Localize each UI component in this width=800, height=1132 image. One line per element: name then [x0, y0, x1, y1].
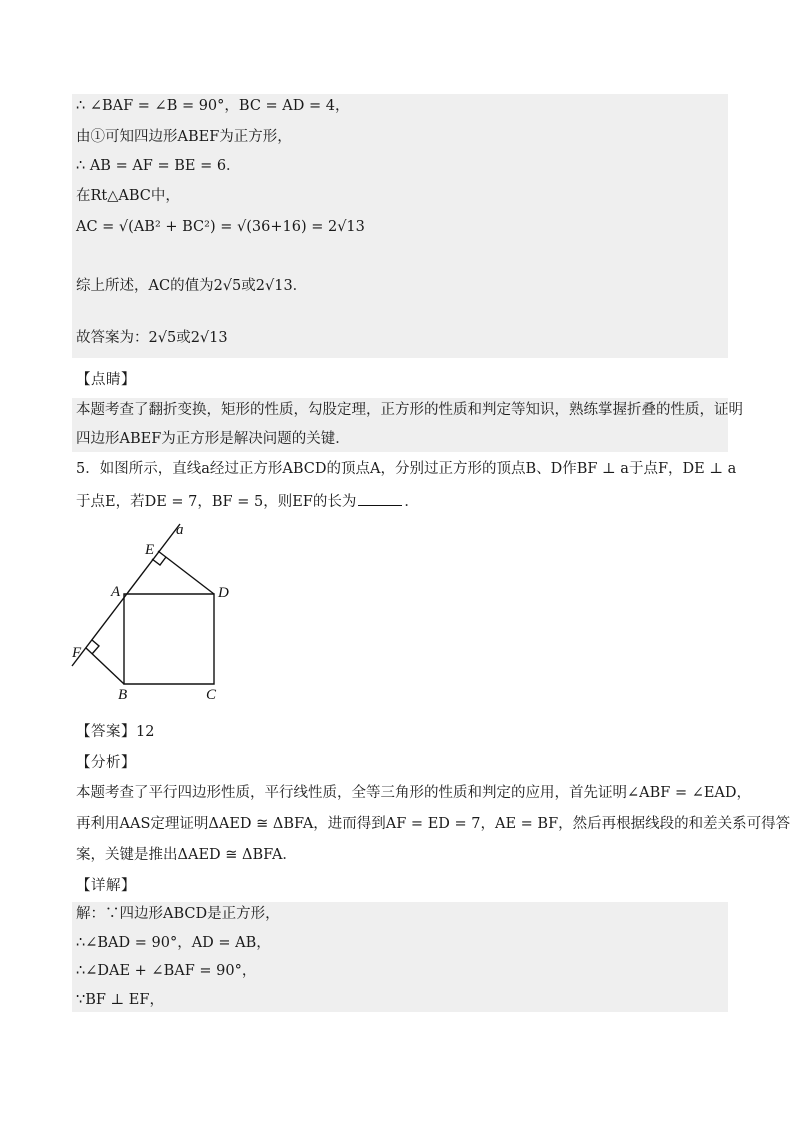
label-d: D [218, 585, 229, 601]
solution-line-7: 故答案为：2√5或2√13 [76, 330, 228, 346]
square-figure [60, 518, 300, 708]
question-line-2 [76, 492, 419, 512]
square-abcd [124, 594, 214, 684]
analysis-heading: 【分析】 [76, 755, 136, 771]
detail-line-2: ∴∠BAD = 90°，AD = AB， [76, 935, 271, 951]
detail-line-3: ∴∠DAE + ∠BAF = 90°， [76, 963, 257, 979]
label-f: F [72, 645, 82, 661]
detail-line-1: 解：∵四边形ABCD是正方形， [76, 906, 280, 922]
question-end: ． [404, 494, 419, 510]
answer-line [76, 722, 154, 742]
analysis-line-2: 再利用AAS定理证明ΔAED ≅ ΔBFA，进而得到AF = ED = 7，AE = BF，然后再根据线段的和差关系可得答 [76, 816, 791, 832]
answer-blank [358, 505, 402, 506]
solution-line-4: 在Rt△ABC中， [76, 188, 180, 204]
solution-line-2: 由①可知四边形ABEF为正方形， [76, 129, 292, 145]
analysis-line-1: 本题考查了平行四边形性质，平行线性质，全等三角形的性质和判定的应用，首先证明∠ABF = ∠EAD， [76, 785, 752, 801]
answer-value: 12 [136, 724, 155, 740]
label-b: B [118, 687, 128, 703]
line-a [72, 524, 180, 666]
answer-heading: 【答案】 [76, 724, 136, 740]
solution-line-6: 综上所述，AC的值为2√5或2√13． [76, 278, 308, 294]
detail-line-4: ∵BF ⊥ EF， [76, 992, 164, 1008]
solution-line-1: ∴ ∠BAF = ∠B = 90°，BC = AD = 4， [76, 98, 350, 114]
label-a-vertex: A [111, 584, 121, 600]
analysis-line-3: 案，关键是推出ΔAED ≅ ΔBFA． [76, 847, 297, 863]
solution-line-5: AC = √(AB² + BC²) = √(36+16) = 2√13 [76, 219, 365, 235]
label-a: a [176, 522, 184, 538]
detail-heading: 【详解】 [76, 878, 136, 894]
label-c: C [206, 687, 217, 703]
question-line-1: 5．如图所示，直线a经过正方形ABCD的顶点A，分别过正方形的顶点B、D作BF ⊥ a于点F，DE ⊥ a [76, 461, 737, 477]
dianjing-heading: 【点睛】 [76, 372, 136, 388]
right-angle-f [92, 640, 99, 654]
dianjing-line-2: 四边形ABEF为正方形是解决问题的关键． [76, 431, 350, 447]
label-e: E [145, 542, 155, 558]
solution-line-3: ∴ AB = AF = BE = 6． [76, 158, 241, 174]
question-text: 于点E，若DE = 7，BF = 5，则EF的长为 [76, 494, 357, 510]
dianjing-line-1: 本题考查了翻折变换，矩形的性质，勾股定理，正方形的性质和判定等知识，熟练掌握折叠的性质，证明 [76, 402, 743, 418]
